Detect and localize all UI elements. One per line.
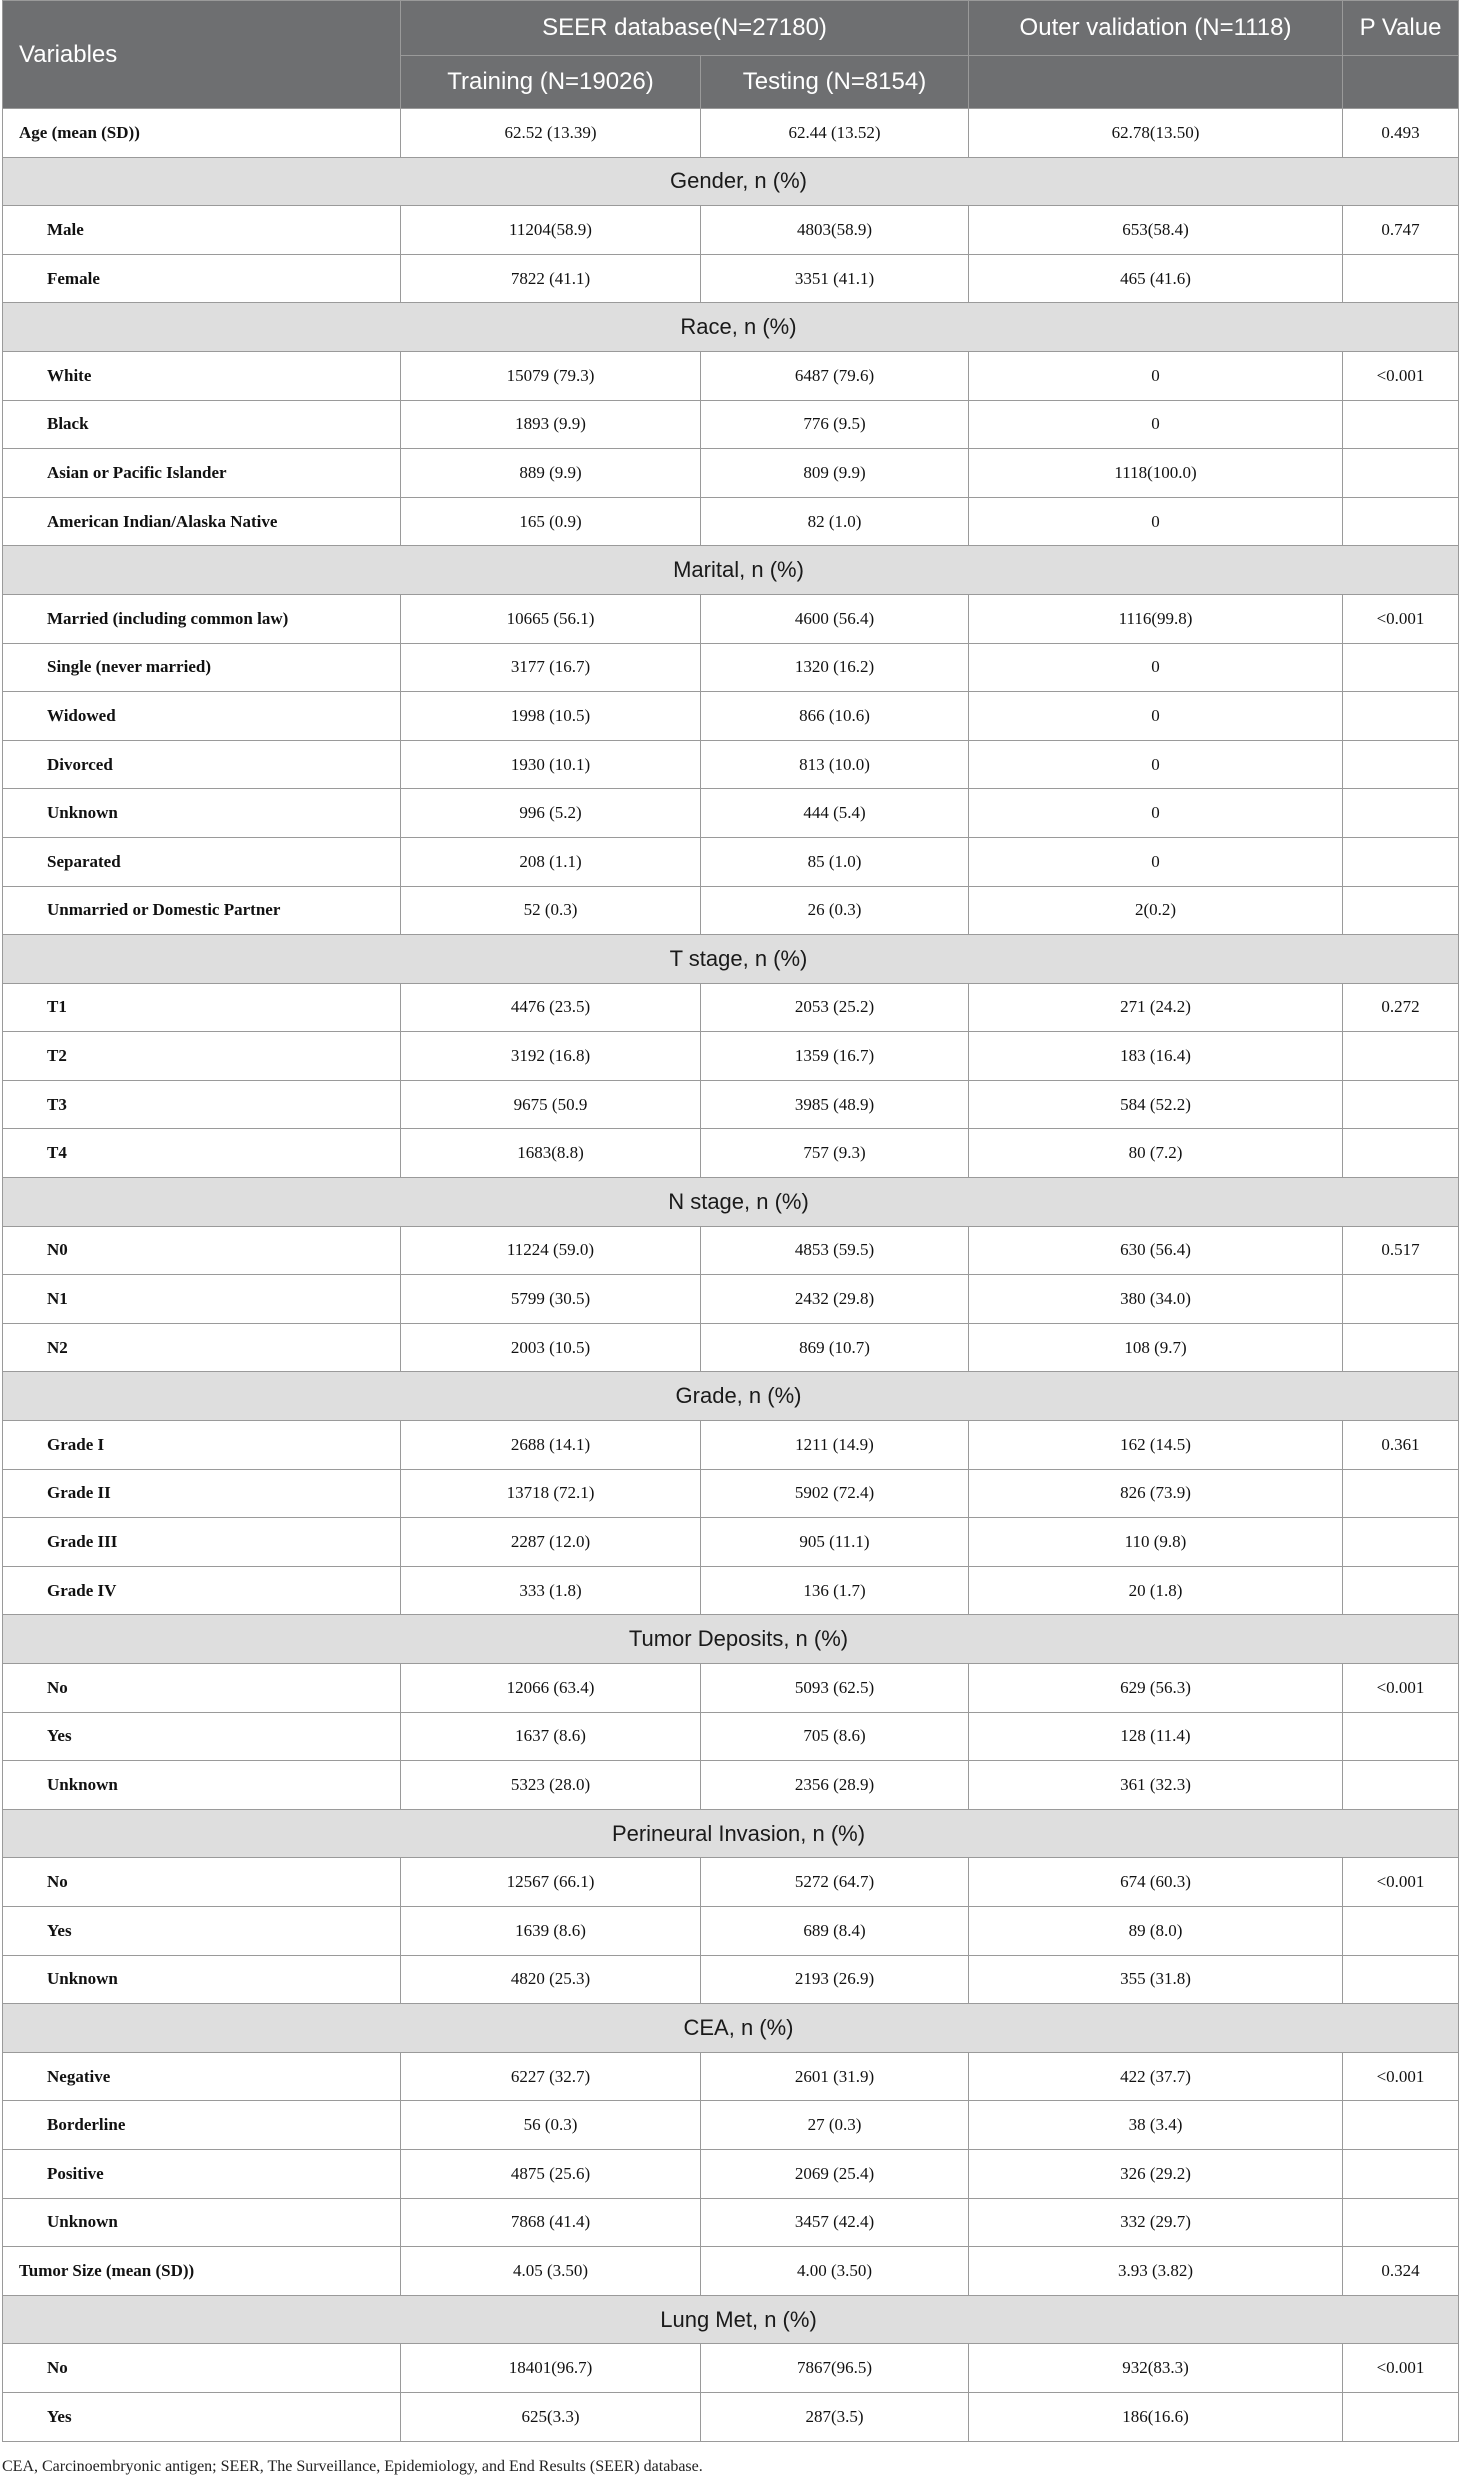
outer-validation-value: 186(16.6) (969, 2392, 1343, 2441)
variable-label: T4 (3, 1129, 401, 1178)
p-value: 0.324 (1343, 2247, 1459, 2296)
header-variables: Variables (3, 1, 401, 109)
p-value (1343, 1712, 1459, 1761)
p-value: 0.517 (1343, 1226, 1459, 1275)
section-row (3, 546, 1459, 595)
training-value: 1893 (9.9) (401, 400, 701, 449)
header-training: Training (N=19026) (401, 56, 701, 109)
outer-validation-value: 0 (969, 351, 1343, 400)
section-label: Grade, n (%) (3, 1372, 1459, 1421)
variable-label: Unknown (3, 1955, 401, 2004)
testing-value: 3457 (42.4) (701, 2198, 969, 2247)
p-value (1343, 1761, 1459, 1810)
variable-label: No (3, 1664, 401, 1713)
testing-value: 4.00 (3.50) (701, 2247, 969, 2296)
testing-value: 85 (1.0) (701, 837, 969, 886)
section-row (3, 1372, 1459, 1421)
section-label: Race, n (%) (3, 303, 1459, 352)
table-row (3, 1955, 1459, 2004)
p-value (1343, 449, 1459, 498)
testing-value: 444 (5.4) (701, 789, 969, 838)
outer-validation-value: 422 (37.7) (969, 2052, 1343, 2101)
training-value: 2003 (10.5) (401, 1323, 701, 1372)
variable-label: Unknown (3, 789, 401, 838)
p-value (1343, 1469, 1459, 1518)
outer-validation-value: 653(58.4) (969, 206, 1343, 255)
outer-validation-value: 826 (73.9) (969, 1469, 1343, 1518)
section-label: T stage, n (%) (3, 935, 1459, 984)
header-seer-group: SEER database(N=27180) (401, 1, 969, 56)
variable-label: Married (including common law) (3, 594, 401, 643)
outer-validation-value: 0 (969, 789, 1343, 838)
training-value: 625(3.3) (401, 2392, 701, 2441)
p-value: 0.493 (1343, 109, 1459, 158)
training-value: 996 (5.2) (401, 789, 701, 838)
table-row (3, 1712, 1459, 1761)
p-value: 0.747 (1343, 206, 1459, 255)
training-value: 1639 (8.6) (401, 1906, 701, 1955)
variable-label: Tumor Size (mean (SD)) (3, 2247, 401, 2296)
testing-value: 705 (8.6) (701, 1712, 969, 1761)
variable-label: Male (3, 206, 401, 255)
outer-validation-value: 584 (52.2) (969, 1080, 1343, 1129)
variable-label: Borderline (3, 2101, 401, 2150)
p-value (1343, 1080, 1459, 1129)
training-value: 12066 (63.4) (401, 1664, 701, 1713)
testing-value: 689 (8.4) (701, 1906, 969, 1955)
section-row (3, 1809, 1459, 1858)
baseline-characteristics-table (2, 0, 1459, 2442)
outer-validation-value: 361 (32.3) (969, 1761, 1343, 1810)
outer-validation-value: 380 (34.0) (969, 1275, 1343, 1324)
table-row (3, 1080, 1459, 1129)
testing-value: 757 (9.3) (701, 1129, 969, 1178)
p-value (1343, 789, 1459, 838)
outer-validation-value: 332 (29.7) (969, 2198, 1343, 2247)
outer-validation-value: 80 (7.2) (969, 1129, 1343, 1178)
p-value (1343, 692, 1459, 741)
section-row (3, 303, 1459, 352)
table-row (3, 206, 1459, 255)
testing-value: 7867(96.5) (701, 2344, 969, 2393)
header-outer-blank (969, 56, 1343, 109)
p-value (1343, 2392, 1459, 2441)
variable-label: Female (3, 254, 401, 303)
training-value: 3177 (16.7) (401, 643, 701, 692)
outer-validation-value: 0 (969, 837, 1343, 886)
training-value: 62.52 (13.39) (401, 109, 701, 158)
testing-value: 4853 (59.5) (701, 1226, 969, 1275)
p-value (1343, 837, 1459, 886)
training-value: 165 (0.9) (401, 497, 701, 546)
testing-value: 2069 (25.4) (701, 2149, 969, 2198)
testing-value: 2193 (26.9) (701, 1955, 969, 2004)
outer-validation-value: 62.78(13.50) (969, 109, 1343, 158)
training-value: 6227 (32.7) (401, 2052, 701, 2101)
outer-validation-value: 932(83.3) (969, 2344, 1343, 2393)
testing-value: 27 (0.3) (701, 2101, 969, 2150)
testing-value: 809 (9.9) (701, 449, 969, 498)
testing-value: 2601 (31.9) (701, 2052, 969, 2101)
section-label: Perineural Invasion, n (%) (3, 1809, 1459, 1858)
variable-label: Age (mean (SD)) (3, 109, 401, 158)
p-value: <0.001 (1343, 1664, 1459, 1713)
outer-validation-value: 465 (41.6) (969, 254, 1343, 303)
p-value (1343, 1275, 1459, 1324)
p-value: <0.001 (1343, 2344, 1459, 2393)
training-value: 333 (1.8) (401, 1566, 701, 1615)
p-value: <0.001 (1343, 2052, 1459, 2101)
p-value: 0.361 (1343, 1421, 1459, 1470)
training-value: 4476 (23.5) (401, 983, 701, 1032)
outer-validation-value: 0 (969, 400, 1343, 449)
variable-label: Unknown (3, 1761, 401, 1810)
training-value: 1998 (10.5) (401, 692, 701, 741)
training-value: 15079 (79.3) (401, 351, 701, 400)
table-row (3, 1664, 1459, 1713)
section-row (3, 1178, 1459, 1227)
p-value (1343, 1129, 1459, 1178)
table-row (3, 789, 1459, 838)
variable-label: T3 (3, 1080, 401, 1129)
variable-label: Divorced (3, 740, 401, 789)
outer-validation-value: 108 (9.7) (969, 1323, 1343, 1372)
training-value: 10665 (56.1) (401, 594, 701, 643)
outer-validation-value: 0 (969, 497, 1343, 546)
training-value: 1930 (10.1) (401, 740, 701, 789)
testing-value: 4600 (56.4) (701, 594, 969, 643)
training-value: 56 (0.3) (401, 2101, 701, 2150)
section-row (3, 935, 1459, 984)
training-value: 2287 (12.0) (401, 1518, 701, 1567)
variable-label: Grade III (3, 1518, 401, 1567)
variable-label: Asian or Pacific Islander (3, 449, 401, 498)
table-row (3, 449, 1459, 498)
table-row (3, 497, 1459, 546)
section-label: Gender, n (%) (3, 157, 1459, 206)
testing-value: 1359 (16.7) (701, 1032, 969, 1081)
outer-validation-value: 183 (16.4) (969, 1032, 1343, 1081)
table-row (3, 1226, 1459, 1275)
variable-label: Negative (3, 2052, 401, 2101)
table-row (3, 594, 1459, 643)
training-value: 7868 (41.4) (401, 2198, 701, 2247)
table-row (3, 1518, 1459, 1567)
testing-value: 2432 (29.8) (701, 1275, 969, 1324)
table-row (3, 2101, 1459, 2150)
table-row (3, 1906, 1459, 1955)
outer-validation-value: 629 (56.3) (969, 1664, 1343, 1713)
outer-validation-value: 674 (60.3) (969, 1858, 1343, 1907)
training-value: 18401(96.7) (401, 2344, 701, 2393)
testing-value: 813 (10.0) (701, 740, 969, 789)
table-row (3, 1421, 1459, 1470)
variable-label: T2 (3, 1032, 401, 1081)
section-label: Tumor Deposits, n (%) (3, 1615, 1459, 1664)
variable-label: N1 (3, 1275, 401, 1324)
table-row (3, 886, 1459, 935)
training-value: 9675 (50.9 (401, 1080, 701, 1129)
testing-value: 3985 (48.9) (701, 1080, 969, 1129)
testing-value: 776 (9.5) (701, 400, 969, 449)
table-row (3, 837, 1459, 886)
training-value: 13718 (72.1) (401, 1469, 701, 1518)
header-p-blank (1343, 56, 1459, 109)
variable-label: Yes (3, 1906, 401, 1955)
table-row (3, 983, 1459, 1032)
table-row (3, 1761, 1459, 1810)
outer-validation-value: 20 (1.8) (969, 1566, 1343, 1615)
p-value (1343, 497, 1459, 546)
p-value (1343, 1906, 1459, 1955)
training-value: 11224 (59.0) (401, 1226, 701, 1275)
table-row (3, 2344, 1459, 2393)
variable-label: Grade IV (3, 1566, 401, 1615)
outer-validation-value: 89 (8.0) (969, 1906, 1343, 1955)
table-row (3, 1858, 1459, 1907)
variable-label: Yes (3, 2392, 401, 2441)
table-row (3, 1469, 1459, 1518)
outer-validation-value: 162 (14.5) (969, 1421, 1343, 1470)
variable-label: Black (3, 400, 401, 449)
outer-validation-value: 355 (31.8) (969, 1955, 1343, 2004)
table-row (3, 1275, 1459, 1324)
variable-label: No (3, 1858, 401, 1907)
header-outer-validation: Outer validation (N=1118) (969, 1, 1343, 56)
testing-value: 1211 (14.9) (701, 1421, 969, 1470)
p-value: <0.001 (1343, 351, 1459, 400)
variable-label: Widowed (3, 692, 401, 741)
training-value: 2688 (14.1) (401, 1421, 701, 1470)
training-value: 11204(58.9) (401, 206, 701, 255)
outer-validation-value: 38 (3.4) (969, 2101, 1343, 2150)
testing-value: 5093 (62.5) (701, 1664, 969, 1713)
variable-label: Separated (3, 837, 401, 886)
section-label: Lung Met, n (%) (3, 2295, 1459, 2344)
variable-label: American Indian/Alaska Native (3, 497, 401, 546)
p-value: 0.272 (1343, 983, 1459, 1032)
testing-value: 866 (10.6) (701, 692, 969, 741)
testing-value: 136 (1.7) (701, 1566, 969, 1615)
outer-validation-value: 0 (969, 692, 1343, 741)
training-value: 1683(8.8) (401, 1129, 701, 1178)
section-label: CEA, n (%) (3, 2004, 1459, 2053)
variable-label: No (3, 2344, 401, 2393)
p-value (1343, 643, 1459, 692)
variable-label: N2 (3, 1323, 401, 1372)
outer-validation-value: 0 (969, 740, 1343, 789)
p-value (1343, 886, 1459, 935)
table-footnote: CEA, Carcinoembryonic antigen; SEER, The Surveillance, Epidemiology, and End Results (SEER) database. (2, 2458, 703, 2475)
outer-validation-value: 271 (24.2) (969, 983, 1343, 1032)
section-row (3, 2295, 1459, 2344)
variable-label: Grade I (3, 1421, 401, 1470)
p-value (1343, 2198, 1459, 2247)
table-row (3, 2052, 1459, 2101)
variable-label: Grade II (3, 1469, 401, 1518)
outer-validation-value: 110 (9.8) (969, 1518, 1343, 1567)
testing-value: 4803(58.9) (701, 206, 969, 255)
training-value: 889 (9.9) (401, 449, 701, 498)
p-value (1343, 1032, 1459, 1081)
testing-value: 2053 (25.2) (701, 983, 969, 1032)
outer-validation-value: 0 (969, 643, 1343, 692)
p-value (1343, 254, 1459, 303)
table-row (3, 692, 1459, 741)
table-row (3, 351, 1459, 400)
outer-validation-value: 2(0.2) (969, 886, 1343, 935)
training-value: 7822 (41.1) (401, 254, 701, 303)
table-row (3, 254, 1459, 303)
p-value: <0.001 (1343, 594, 1459, 643)
testing-value: 5272 (64.7) (701, 1858, 969, 1907)
table-row (3, 2247, 1459, 2296)
outer-validation-value: 326 (29.2) (969, 2149, 1343, 2198)
header-testing: Testing (N=8154) (701, 56, 969, 109)
variable-label: Unknown (3, 2198, 401, 2247)
p-value (1343, 1955, 1459, 2004)
testing-value: 5902 (72.4) (701, 1469, 969, 1518)
table-row (3, 1032, 1459, 1081)
p-value (1343, 400, 1459, 449)
p-value (1343, 740, 1459, 789)
training-value: 52 (0.3) (401, 886, 701, 935)
testing-value: 26 (0.3) (701, 886, 969, 935)
training-value: 4820 (25.3) (401, 1955, 701, 2004)
section-label: Marital, n (%) (3, 546, 1459, 595)
header-p-value: P Value (1343, 1, 1459, 56)
section-row (3, 157, 1459, 206)
variable-label: Yes (3, 1712, 401, 1761)
section-row (3, 1615, 1459, 1664)
variable-label: Unmarried or Domestic Partner (3, 886, 401, 935)
p-value: <0.001 (1343, 1858, 1459, 1907)
testing-value: 287(3.5) (701, 2392, 969, 2441)
training-value: 12567 (66.1) (401, 1858, 701, 1907)
table-body (3, 109, 1459, 2442)
testing-value: 3351 (41.1) (701, 254, 969, 303)
p-value (1343, 1518, 1459, 1567)
variable-label: N0 (3, 1226, 401, 1275)
p-value (1343, 1323, 1459, 1372)
testing-value: 82 (1.0) (701, 497, 969, 546)
variable-label: White (3, 351, 401, 400)
variable-label: T1 (3, 983, 401, 1032)
training-value: 4875 (25.6) (401, 2149, 701, 2198)
outer-validation-value: 1118(100.0) (969, 449, 1343, 498)
outer-validation-value: 3.93 (3.82) (969, 2247, 1343, 2296)
training-value: 208 (1.1) (401, 837, 701, 886)
table-row (3, 643, 1459, 692)
p-value (1343, 1566, 1459, 1615)
training-value: 5323 (28.0) (401, 1761, 701, 1810)
outer-validation-value: 1116(99.8) (969, 594, 1343, 643)
p-value (1343, 2101, 1459, 2150)
table-row (3, 2149, 1459, 2198)
variable-label: Positive (3, 2149, 401, 2198)
outer-validation-value: 630 (56.4) (969, 1226, 1343, 1275)
table-row (3, 2392, 1459, 2441)
training-value: 3192 (16.8) (401, 1032, 701, 1081)
table-row (3, 2198, 1459, 2247)
p-value (1343, 2149, 1459, 2198)
table-row (3, 1566, 1459, 1615)
table-row (3, 740, 1459, 789)
variable-label: Single (never married) (3, 643, 401, 692)
table-row (3, 1129, 1459, 1178)
testing-value: 6487 (79.6) (701, 351, 969, 400)
training-value: 4.05 (3.50) (401, 2247, 701, 2296)
testing-value: 2356 (28.9) (701, 1761, 969, 1810)
testing-value: 62.44 (13.52) (701, 109, 969, 158)
table-header (3, 1, 1459, 109)
testing-value: 905 (11.1) (701, 1518, 969, 1567)
training-value: 1637 (8.6) (401, 1712, 701, 1761)
testing-value: 869 (10.7) (701, 1323, 969, 1372)
table-row (3, 400, 1459, 449)
training-value: 5799 (30.5) (401, 1275, 701, 1324)
section-row (3, 2004, 1459, 2053)
testing-value: 1320 (16.2) (701, 643, 969, 692)
outer-validation-value: 128 (11.4) (969, 1712, 1343, 1761)
section-label: N stage, n (%) (3, 1178, 1459, 1227)
table-row (3, 1323, 1459, 1372)
table-row (3, 109, 1459, 158)
